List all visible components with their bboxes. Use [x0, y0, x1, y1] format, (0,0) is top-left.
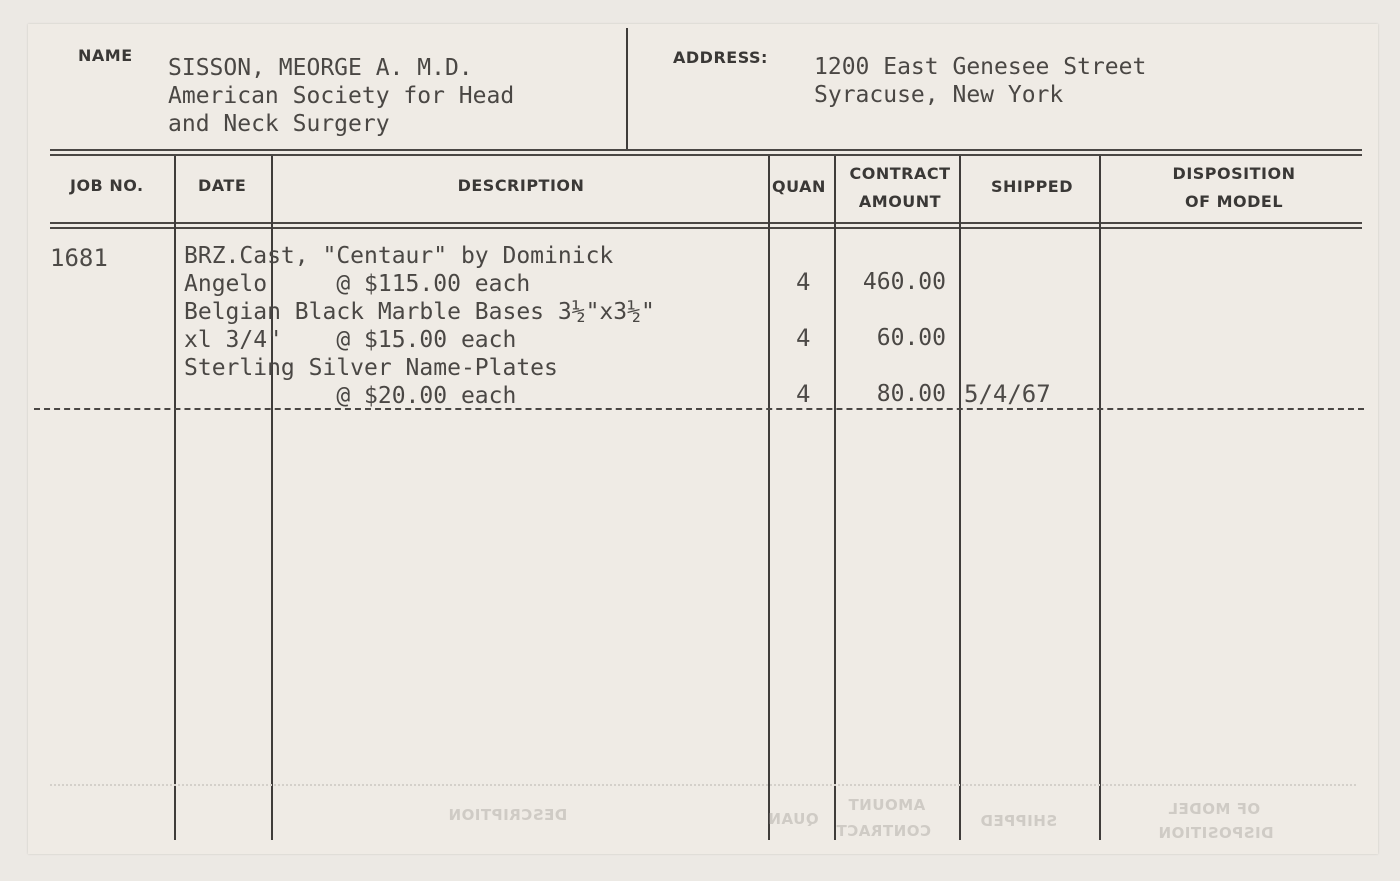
amount-1: 460.00: [862, 269, 946, 295]
quantity-2: 4: [796, 324, 811, 352]
name-line-1: SISSON, MEORGE A. M.D.: [168, 55, 473, 81]
name-line-3: and Neck Surgery: [168, 111, 390, 137]
bleed-rule: [50, 784, 1356, 786]
address-label: ADDRESS:: [673, 48, 768, 67]
col-quan: QUAN: [772, 177, 826, 196]
col-divider-3: [768, 156, 770, 840]
header-rule-top: [50, 149, 1362, 151]
bleed-through-description: DESCRIPTION: [448, 806, 568, 824]
description-line-4: xl 3/4" @ $15.00 each: [184, 327, 517, 353]
index-card: [28, 24, 1378, 854]
name-label: NAME: [78, 46, 133, 65]
name-line-2: American Society for Head: [168, 83, 515, 109]
column-rule-bottom: [50, 227, 1362, 229]
description-line-3: Belgian Black Marble Bases 3½"x3½": [184, 299, 655, 325]
quantity-1: 4: [796, 268, 811, 296]
header-rule-bottom: [50, 154, 1362, 156]
col-description: DESCRIPTION: [457, 176, 585, 195]
entry-separator: [34, 408, 1364, 410]
col-contract: CONTRACT: [849, 164, 951, 183]
address-line-2: Syracuse, New York: [814, 82, 1064, 108]
col-divider-5: [959, 156, 961, 840]
description-line-2: Angelo @ $115.00 each: [184, 271, 531, 297]
col-job-no: JOB NO.: [70, 176, 144, 195]
shipped-date: 5/4/67: [964, 380, 1051, 408]
col-date: DATE: [198, 176, 247, 195]
bleed-through-contract: CONTRACT: [836, 822, 931, 840]
col-divider-1: [174, 156, 176, 840]
bleed-through-shipped: SHIPPED: [980, 812, 1058, 830]
bleed-through-of-model: OF MODEL: [1168, 800, 1261, 818]
header-divider: [626, 28, 628, 150]
col-divider-4: [834, 156, 836, 840]
address-line-1: 1200 East Genesee Street: [814, 54, 1147, 80]
description-line-5: Sterling Silver Name-Plates: [184, 355, 558, 381]
col-shipped: SHIPPED: [990, 177, 1074, 196]
col-disposition: DISPOSITION: [1172, 164, 1296, 183]
bleed-through-quan: QUAN: [768, 810, 819, 828]
col-amount: AMOUNT: [858, 192, 942, 211]
col-divider-6: [1099, 156, 1101, 840]
quantity-3: 4: [796, 380, 811, 408]
col-of-model: OF MODEL: [1184, 192, 1284, 211]
column-rule-top: [50, 222, 1362, 224]
bleed-through-amount: AMOUNT: [848, 796, 926, 814]
job-number: 1681: [50, 244, 108, 272]
amount-3: 80.00: [876, 381, 946, 407]
amount-2: 60.00: [876, 325, 946, 351]
description-line-6: @ $20.00 each: [184, 383, 517, 409]
bleed-through-disposition: DISPOSITION: [1158, 824, 1274, 842]
description-line-1: BRZ.Cast, "Centaur" by Dominick: [184, 243, 614, 269]
